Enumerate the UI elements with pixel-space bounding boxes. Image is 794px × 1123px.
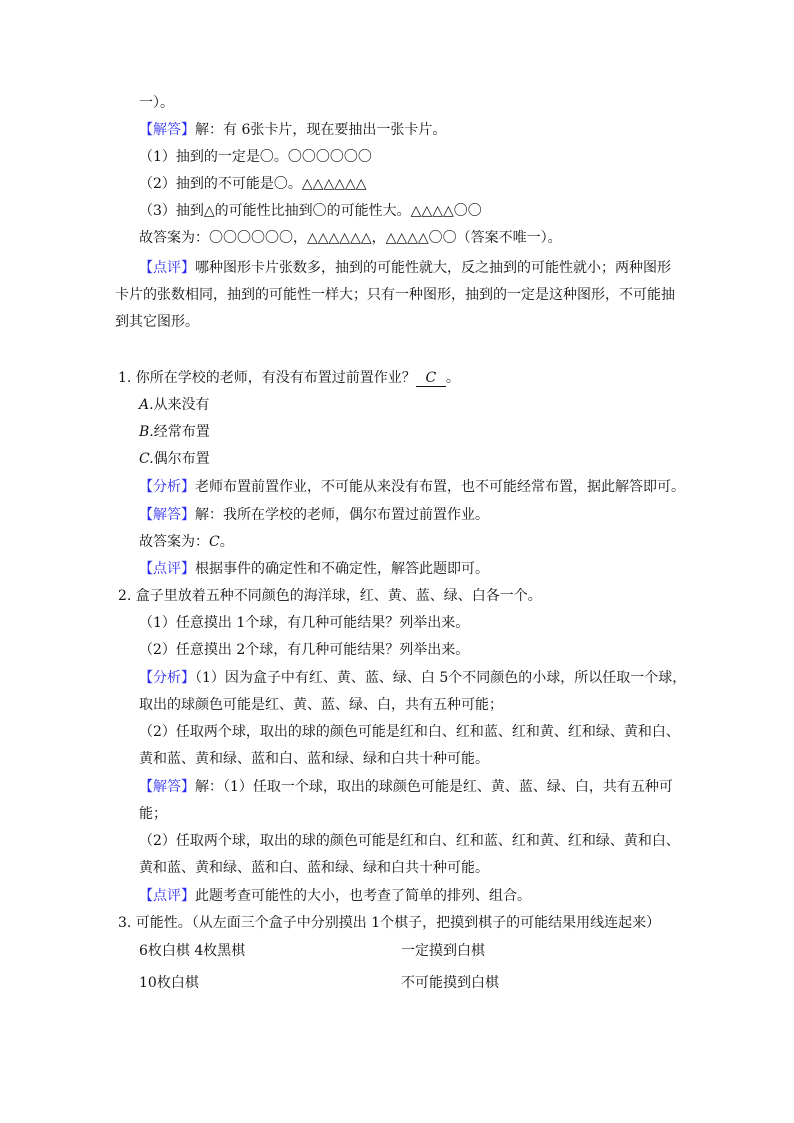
q2-analysis-line-4: 黄和蓝、黄和绿、蓝和白、蓝和绿、绿和白共十种可能。: [139, 751, 489, 767]
prev-solution-line: 【解答】解：有 6张卡片，现在要抽出一张卡片。: [139, 122, 447, 138]
q2-sub-1: （1）任意摸出 1个球，有几种可能结果？列举出来。: [139, 615, 470, 631]
comment-tag: 【点评】: [139, 260, 195, 276]
q1-analysis: 【分析】老师布置前置作业，不可能从来没有布置，也不可能经常布置，据此解答即可。: [139, 479, 685, 495]
prev-comment-line-3: 到其它图形。: [115, 314, 199, 330]
q3-box-1: 6枚白棋 4枚黑棋: [139, 943, 246, 959]
q2-stem: 2. 盒子里放着五种不同颜色的海洋球，红、黄、蓝、绿、白各一个。: [118, 588, 542, 604]
solution-tag: 【解答】: [139, 122, 195, 138]
prev-solution-item-3: （3）抽到△的可能性比抽到〇的可能性大。△△△△〇〇: [139, 203, 482, 219]
solution-tag: 【解答】: [139, 779, 195, 795]
q2-analysis-line-2: 取出的球颜色可能是红、黄、蓝、绿、白，共有五种可能；: [139, 697, 503, 713]
q2-comment: 【点评】此题考查可能性的大小，也考查了简单的排列、组合。: [139, 888, 531, 904]
q1-final-answer: 故答案为：C。: [139, 534, 234, 550]
prev-solution-item-2: （2）抽到的不可能是〇。△△△△△△: [139, 176, 367, 192]
q3-box-2: 10枚白棋: [139, 975, 199, 991]
q2-sub-2: （2）任意摸出 2个球，有几种可能结果？列举出来。: [139, 642, 470, 658]
q2-analysis-line-1: 【分析】（1）因为盒子中有红、黄、蓝、绿、白 5个不同颜色的小球，所以任取一个球，: [139, 670, 687, 686]
comment-tag: 【点评】: [139, 561, 195, 577]
analysis-tag: 【分析】: [139, 479, 195, 495]
prev-final-answer: 故答案为：〇〇〇〇〇〇，△△△△△△，△△△△〇〇（答案不唯一）。: [139, 230, 562, 246]
comment-tag: 【点评】: [139, 888, 195, 904]
q1-comment: 【点评】根据事件的确定性和不确定性，解答此题即可。: [139, 561, 489, 577]
q3-stem: 3. 可能性。（从左面三个盒子中分别摸出 1个棋子，把摸到棋子的可能结果用线连起来）: [118, 915, 661, 931]
q2-solution-line-4: 黄和蓝、黄和绿、蓝和白、蓝和绿、绿和白共十种可能。: [139, 860, 489, 876]
prev-comment-line-1: 【点评】哪种图形卡片张数多，抽到的可能性就大，反之抽到的可能性就小；两种图形: [139, 260, 671, 276]
q1-stem: 1. 你所在学校的老师，有没有布置过前置作业？ C 。: [118, 370, 460, 386]
q3-result-1: 一定摸到白棋: [401, 943, 485, 959]
analysis-tag: 【分析】: [139, 670, 195, 686]
q2-analysis-line-3: （2）任取两个球，取出的球的颜色可能是红和白、红和蓝、红和黄、红和绿、黄和白、: [139, 724, 680, 740]
solution-tag: 【解答】: [139, 507, 195, 523]
q2-solution-line-3: （2）任取两个球，取出的球的颜色可能是红和白、红和蓝、红和黄、红和绿、黄和白、: [139, 833, 680, 849]
prev-answer-tail: 一）。: [139, 95, 174, 111]
q1-answer-blank: C: [416, 370, 446, 387]
q2-solution-line-1: 【解答】解：（1）任取一个球，取出的球颜色可能是红、黄、蓝、绿、白，共有五种可: [139, 779, 673, 795]
q1-option-c: C.偶尔布置: [139, 451, 210, 467]
q1-option-b: B.经常布置: [139, 424, 210, 440]
q2-solution-line-2: 能；: [139, 806, 167, 822]
q3-result-2: 不可能摸到白棋: [401, 975, 499, 991]
prev-solution-item-1: （1）抽到的一定是〇。〇〇〇〇〇〇: [139, 149, 372, 165]
q1-solution: 【解答】解：我所在学校的老师，偶尔布置过前置作业。: [139, 507, 489, 523]
prev-comment-line-2: 卡片的张数相同，抽到的可能性一样大；只有一种图形，抽到的一定是这种图形，不可能抽: [115, 287, 675, 303]
q1-option-a: A.从来没有: [139, 397, 210, 413]
